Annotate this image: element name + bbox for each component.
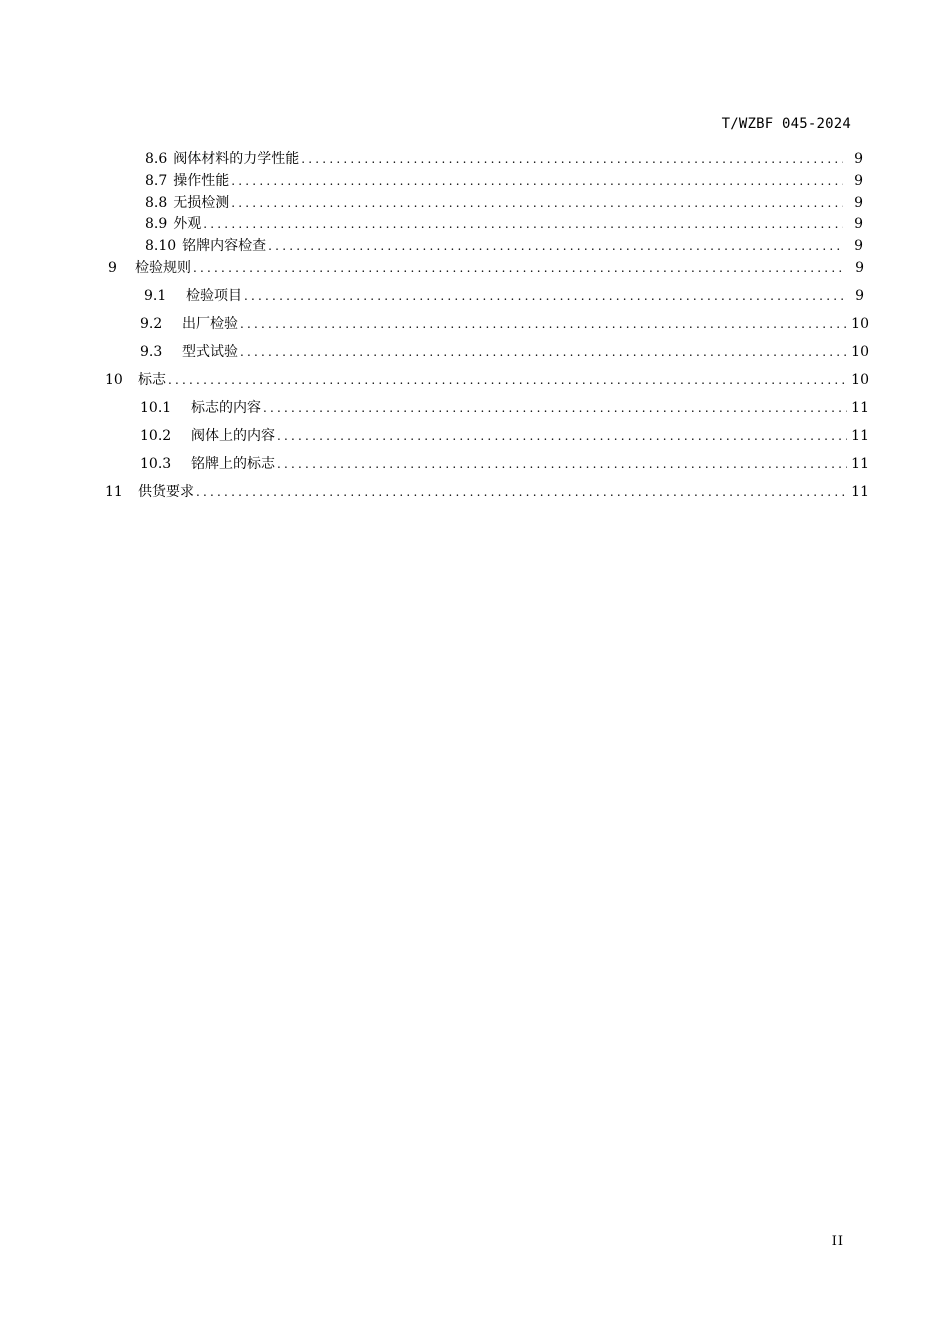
toc-number: 11 [105, 484, 123, 500]
toc-entry[interactable] [145, 215, 863, 233]
toc-leader [168, 371, 847, 389]
toc-entry[interactable] [140, 399, 869, 417]
toc-entry[interactable] [145, 237, 863, 255]
toc-number: 8.8 [145, 195, 168, 211]
toc-page-number: 9 [854, 151, 863, 167]
toc-page-number: 9 [854, 238, 863, 254]
toc-leader [240, 343, 847, 361]
toc-number: 10.1 [140, 400, 172, 416]
toc-title: 无损检测 [173, 195, 230, 211]
toc-leader [193, 259, 844, 277]
toc-entry[interactable] [140, 343, 869, 361]
toc-entry[interactable] [145, 194, 863, 212]
toc-number: 8.9 [145, 216, 168, 232]
toc-page-number: 9 [854, 216, 863, 232]
toc-leader [277, 427, 847, 445]
toc-page-number: 10 [851, 372, 869, 388]
toc-entry[interactable] [140, 315, 869, 333]
toc-leader [277, 455, 847, 473]
toc-page-number: 9 [855, 288, 864, 304]
toc-title: 操作性能 [173, 173, 230, 189]
toc-title: 标志 [138, 372, 166, 388]
toc-number: 8.6 [145, 151, 168, 167]
toc-entry[interactable] [145, 150, 863, 168]
toc-number: 8.10 [145, 238, 177, 254]
toc-entry[interactable] [140, 455, 869, 473]
toc-number: 9.1 [144, 288, 167, 304]
toc-page-number: 11 [851, 428, 869, 444]
toc-title: 铭牌上的标志 [191, 456, 275, 472]
toc-title: 阀体材料的力学性能 [173, 151, 300, 167]
toc-page-number: 9 [854, 195, 863, 211]
toc-number: 9 [108, 260, 117, 276]
toc-entry[interactable] [105, 371, 869, 389]
toc-leader [301, 150, 843, 168]
toc-entry[interactable] [145, 172, 863, 190]
toc-leader [231, 172, 843, 190]
toc-page-number: 11 [851, 400, 869, 416]
toc-title: 型式试验 [182, 344, 238, 360]
toc-title: 外观 [173, 216, 202, 232]
toc-title: 检验规则 [135, 260, 191, 276]
toc-title: 标志的内容 [191, 400, 261, 416]
toc-entry[interactable] [105, 483, 869, 501]
toc-leader [196, 483, 847, 501]
page-number: II [831, 1234, 844, 1249]
toc-entry[interactable] [144, 287, 864, 305]
toc-page-number: 9 [855, 260, 864, 276]
toc-leader [244, 287, 844, 305]
toc-number: 10.2 [140, 428, 172, 444]
toc-title: 铭牌内容检查 [182, 238, 267, 254]
toc-page-number: 10 [851, 316, 869, 332]
toc-leader [231, 194, 843, 212]
toc-number: 9.3 [140, 344, 163, 360]
toc-page-number: 9 [854, 173, 863, 189]
toc-entry[interactable] [108, 259, 864, 277]
toc-page-number: 11 [851, 484, 869, 500]
toc-title: 阀体上的内容 [191, 428, 275, 444]
toc-title: 供货要求 [138, 484, 194, 500]
toc-number: 8.7 [145, 173, 168, 189]
toc-number: 10.3 [140, 456, 172, 472]
toc-number: 9.2 [140, 316, 163, 332]
toc-entry[interactable] [140, 427, 869, 445]
toc-leader [263, 399, 847, 417]
toc-page-number: 11 [851, 456, 869, 472]
toc-number: 10 [105, 372, 123, 388]
toc-title: 检验项目 [186, 288, 242, 304]
standard-code: T/WZBF 045-2024 [721, 116, 851, 132]
toc-leader [203, 215, 843, 233]
toc-leader [240, 315, 847, 333]
toc-page-number: 10 [851, 344, 869, 360]
toc-title: 出厂检验 [182, 316, 238, 332]
toc-leader [268, 237, 843, 255]
